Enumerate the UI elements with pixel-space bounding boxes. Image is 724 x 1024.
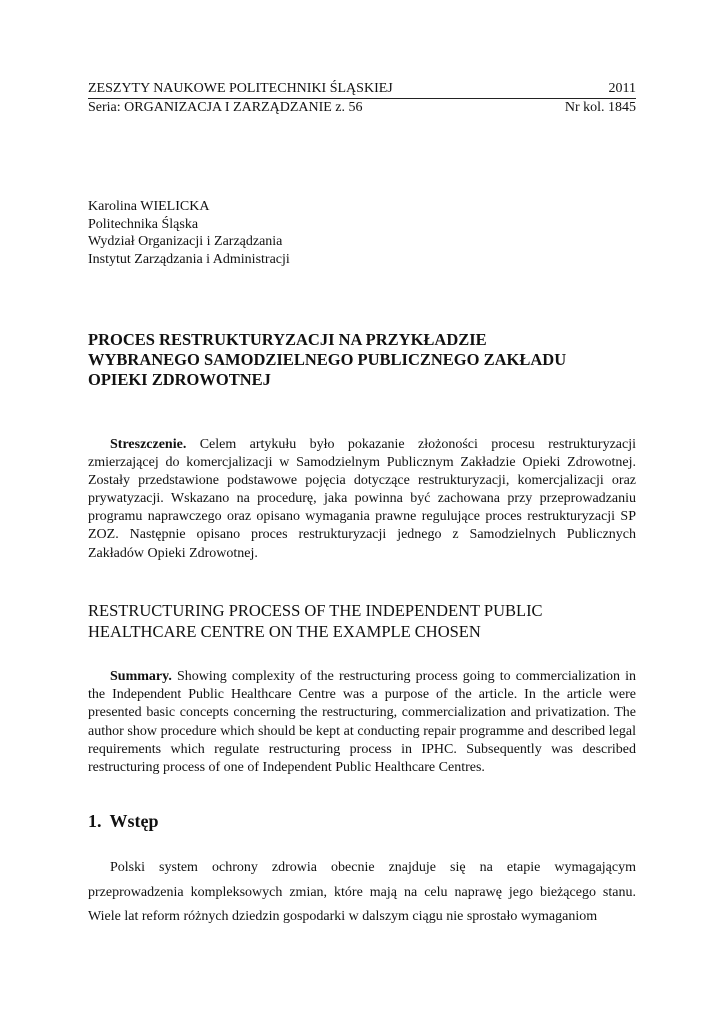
running-header: [88, 80, 636, 116]
paper-title-english: [88, 600, 636, 642]
title-en-line-1: RESTRUCTURING PROCESS OF THE INDEPENDENT PUBLIC: [88, 601, 543, 620]
abstract-polish: [88, 436, 636, 563]
title-pl-line-1: PROCES RESTRUKTURYZACJI NA PRZYKŁADZIE: [88, 330, 487, 349]
abstract-english: [88, 668, 636, 777]
author-name: Karolina WIELICKA: [88, 199, 210, 214]
author-block: [88, 198, 290, 268]
intro-paragraph: Polski system ochrony zdrowia obecnie znajduje się na etapie wymagającym przeprowadzenia kompleksowych zmian, które mają na celu naprawę jego bieżącego stanu. Wiele lat reform różnych dziedzin gospodarki w dalszym ciągu nie sprostało wymaganiom: [88, 860, 636, 924]
issue-number: Nr kol. 1845: [564, 100, 636, 115]
section-heading: [88, 811, 159, 832]
abstract-en-label: Summary.: [110, 669, 172, 684]
journal-series: Seria: ORGANIZACJA I ZARZĄDZANIE z. 56: [88, 100, 363, 115]
title-pl-line-2: WYBRANEGO SAMODZIELNEGO PUBLICZNEGO ZAKŁADU: [88, 350, 567, 369]
author-faculty: Wydział Organizacji i Zarządzania: [88, 234, 283, 249]
abstract-en-text: Showing complexity of the restructuring process going to commercialization in the Independent Public Healthcare Centre was a purpose of the article. In the article were presented basic concepts concerning the restructuring, commercialization and privatization. The author show procedure which should be kept at conducting repair programme and described legal requirements which regulate restructuring process in IPHC. Subsequently was described restructuring process of one of Independent Public Healthcare Centres.: [88, 669, 636, 776]
section-number: 1.: [88, 811, 102, 831]
section-title: Wstęp: [109, 811, 159, 831]
paper-title-polish: [88, 330, 636, 390]
abstract-pl-label: Streszczenie.: [110, 437, 187, 452]
journal-year: 2011: [608, 81, 636, 96]
header-row-series: [88, 99, 636, 116]
journal-name: ZESZYTY NAUKOWE POLITECHNIKI ŚLĄSKIEJ: [88, 81, 393, 96]
header-row-journal: [88, 80, 636, 99]
author-institute: Instytut Zarządzania i Administracji: [88, 251, 290, 267]
title-en-line-2: HEALTHCARE CENTRE ON THE EXAMPLE CHOSEN: [88, 622, 481, 641]
author-university: Politechnika Śląska: [88, 216, 199, 232]
abstract-pl-text: Celem artykułu było pokazanie złożoności procesu restrukturyzacji zmierzającej do komercjalizacji w Samodzielnym Publicznym Zakładzie Opieki Zdrowotnej. Zostały przedstawione podstawowe pojęcia dotyczące restrukturyzacji, komercjalizacji oraz prywatyzacji. Wskazano na procedurę, jaka powinna być zachowana przy przeprowadzaniu programu naprawczego oraz opisano wymagania prawne regulujące proces restrukturyzacji SP ZOZ. Następnie opisano proces restrukturyzacji jednego z Samodzielnych Publicznych Zakładów Opieki Zdrowotnej.: [88, 437, 636, 561]
title-pl-line-3: OPIEKI ZDROWOTNEJ: [88, 370, 271, 389]
